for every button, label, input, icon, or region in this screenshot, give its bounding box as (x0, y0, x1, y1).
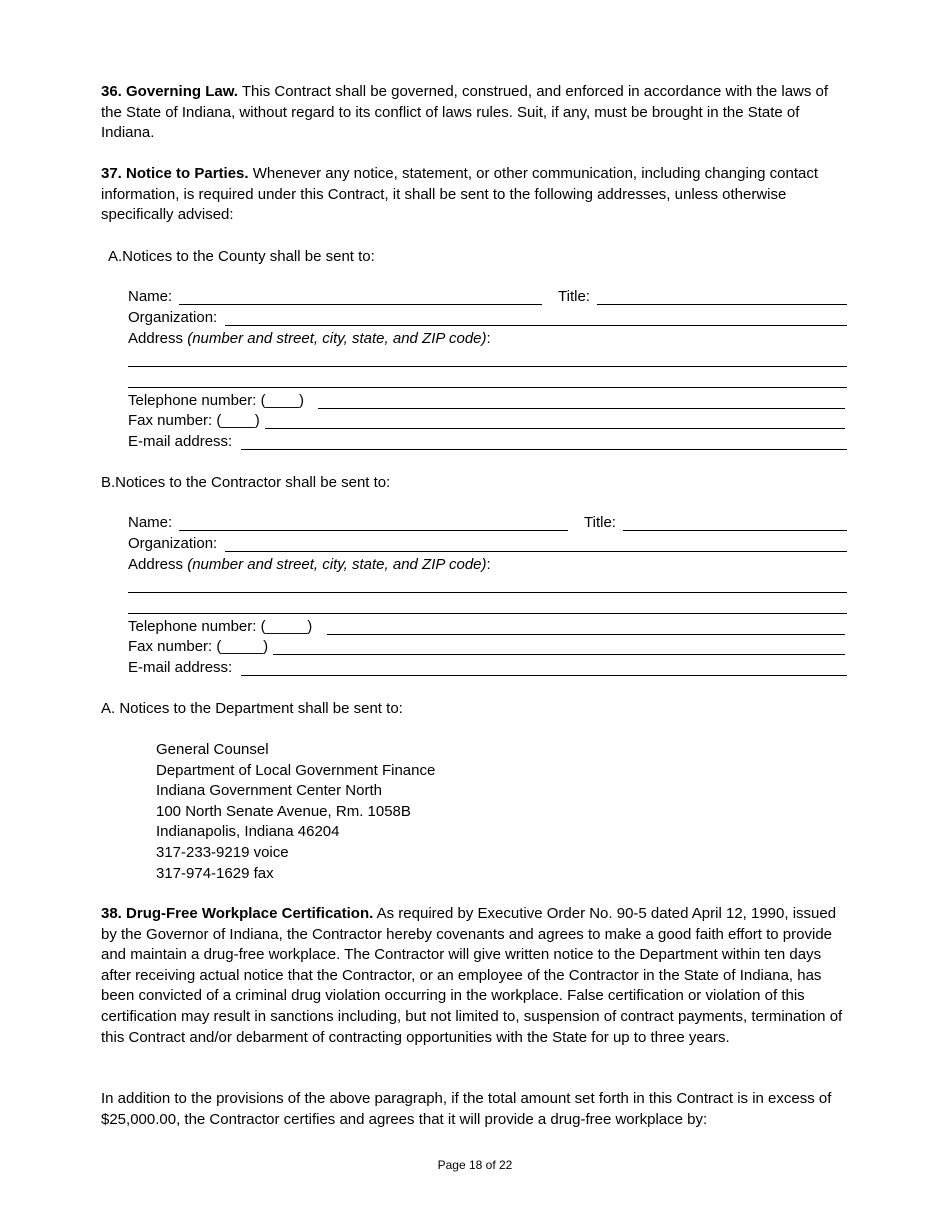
contractor-address-colon: : (486, 556, 491, 573)
section-37-text: Whenever any notice, statement, or other communication, including changing contact information, is required under this Contract, it shall be sent to the following addresses, unless otherwise specifically advised: (101, 165, 819, 224)
county-phone-field[interactable] (318, 408, 845, 409)
contractor-org-field[interactable] (225, 551, 847, 552)
contractor-email-field[interactable] (241, 675, 847, 676)
county-notice-heading: A.Notices to the County shall be sent to: (108, 248, 375, 265)
department-notice-heading: A. Notices to the Department shall be sent to: (101, 700, 403, 717)
section-38-text: As required by Executive Order No. 90-5 dated April 12, 1990, issued by the Governor of Indiana, the Contractor hereby covenants and agrees to make a good faith effort to provide and maintain a drug-free workplace. The Contractor will give written notice to the Department within ten days after receiving actual notice that the Contractor, or an employee of the Contractor in the State of Indiana, has been convicted of a criminal drug violation occurring in the workplace. False certification or violation of this certification may result in sanctions including, but not limited to, suspension of contract payments, termination of this Contract and/or debarment of contracting opportunities with the State for up to three years. (101, 905, 843, 1046)
department-address-line: 317-974-1629 fax (156, 864, 274, 882)
county-address-row (128, 329, 848, 350)
county-address-hint: (number and street, city, state, and ZIP code) (187, 330, 487, 347)
department-address-line: Indiana Government Center North (156, 782, 382, 800)
county-address-field-1[interactable] (128, 366, 847, 367)
county-address-field-2[interactable] (128, 387, 847, 388)
section-37-notice-to-parties (101, 164, 851, 226)
contractor-address-field-2[interactable] (128, 613, 847, 614)
county-fax-label: Fax number: (____) (128, 412, 260, 429)
contractor-notice-heading: B.Notices to the Contractor shall be sent to: (101, 474, 391, 491)
county-org-label: Organization: (128, 309, 218, 326)
section-36-text: This Contract shall be governed, construed, and enforced in accordance with the laws of the State of Indiana, without regard to its conflict of laws rules. Suit, if any, must be brought in the State of Indiana. (101, 83, 829, 142)
contractor-address-field-1[interactable] (128, 592, 847, 593)
county-name-field[interactable] (179, 304, 542, 305)
department-address-line: 317-233-9219 voice (156, 843, 289, 861)
department-address-line: 100 North Senate Avenue, Rm. 1058B (156, 802, 411, 820)
section-38-heading: 38. Drug-Free Workplace Certification. (101, 905, 374, 922)
contractor-title-field[interactable] (623, 530, 847, 531)
contractor-name-field[interactable] (179, 530, 568, 531)
county-fax-field[interactable] (265, 428, 845, 429)
contractor-phone-label: Telephone number: (_____) (128, 618, 313, 635)
contractor-fax-field[interactable] (273, 654, 845, 655)
contractor-title-label: Title: (584, 514, 616, 531)
contractor-name-label: Name: (128, 514, 173, 531)
department-address-line: General Counsel (156, 741, 269, 758)
contractor-fax-label: Fax number: (_____) (128, 638, 269, 655)
section-37-heading: 37. Notice to Parties. (101, 165, 249, 182)
county-title-label: Title: (558, 288, 590, 305)
page-number-footer: Page 18 of 22 (437, 1158, 513, 1172)
section-36-heading: 36. Governing Law. (101, 83, 238, 100)
county-email-label: E-mail address: (128, 433, 233, 450)
addition-paragraph: In addition to the provisions of the above paragraph, if the total amount set forth in this Contract is in excess of $25,000.00, the Contractor certifies and agrees that it will provide a drug-free workplace by: (101, 1090, 832, 1128)
contractor-email-label: E-mail address: (128, 659, 233, 676)
county-address-label: Address (128, 330, 188, 347)
county-address-colon: : (486, 330, 491, 347)
contractor-address-label: Address (128, 556, 188, 573)
contractor-address-row (128, 555, 848, 576)
department-address-line: Indianapolis, Indiana 46204 (156, 823, 340, 841)
department-address-line: Department of Local Government Finance (156, 761, 436, 779)
county-org-field[interactable] (225, 325, 847, 326)
county-title-field[interactable] (597, 304, 847, 305)
section-38-drug-free-workplace (101, 904, 851, 1048)
section-36-governing-law (101, 82, 851, 144)
contractor-org-label: Organization: (128, 535, 218, 552)
county-phone-label: Telephone number: (____) (128, 392, 304, 409)
contractor-address-hint: (number and street, city, state, and ZIP code) (187, 556, 487, 573)
department-address (156, 740, 435, 884)
contractor-phone-field[interactable] (327, 634, 845, 635)
county-email-field[interactable] (241, 449, 847, 450)
county-name-label: Name: (128, 288, 173, 305)
